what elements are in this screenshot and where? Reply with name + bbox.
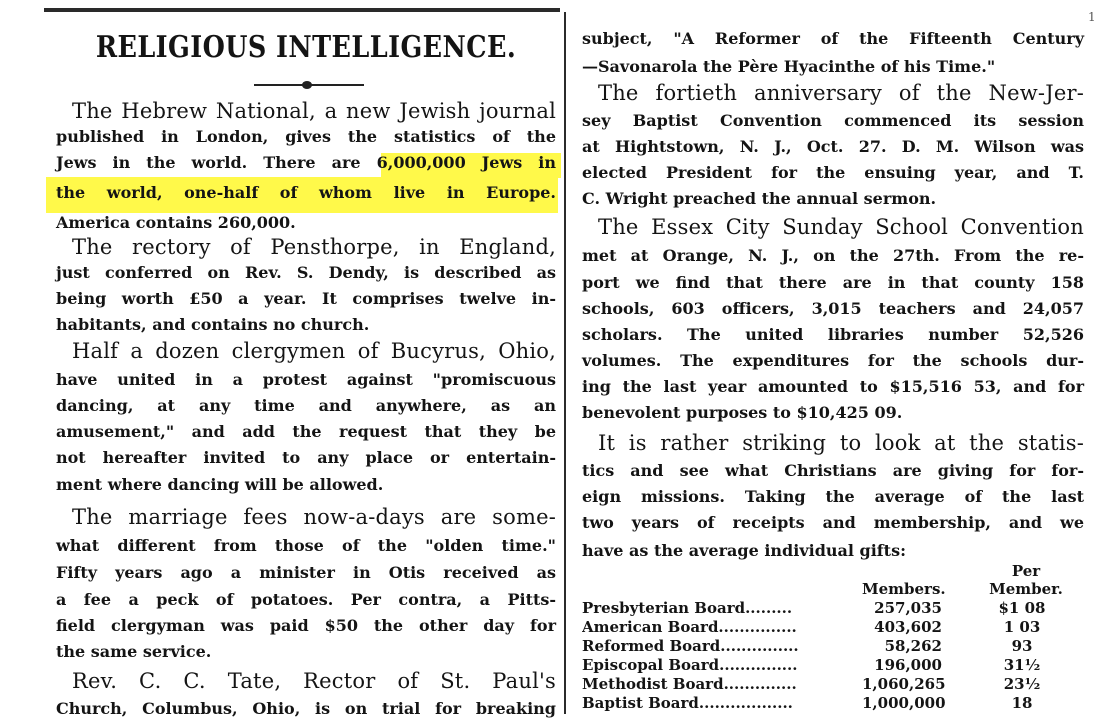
article-line: Jews in the world. There are 6,000,000 Jews in [56,153,556,172]
article-line: The fortieth anniversary of the New-Jer- [598,81,1084,105]
board-per-member: 18 [1011,694,1033,712]
article-line: Church, Columbus, Ohio, is on trial for breaking [56,699,556,718]
board-members: 257,035 [874,599,942,617]
article-line: the same service. [56,642,212,661]
board-members: 403,602 [874,618,942,636]
board-per-member: 93 [1011,637,1033,655]
board-name: American Board............... [582,618,797,636]
article-line: port we find that there are in that county 158 [582,273,1084,292]
article-line: schools, 603 officers, 3,015 teachers and 24,057 [582,299,1084,318]
board-members: 1,000,000 [862,694,946,712]
article-line: what different from those of the "olden time." [56,536,556,555]
board-members: 1,060,265 [862,675,946,693]
article-line: C. Wright preached the annual sermon. [582,189,937,208]
article-line: being worth £50 a year. It comprises twelve in- [56,289,556,308]
article-line: The marriage fees now-a-days are some- [72,505,556,529]
table-header-members: Members. [862,580,946,598]
board-per-member: 31½ [1003,656,1041,674]
board-name: Presbyterian Board......... [582,599,793,617]
article-line: dancing, at any time and anywhere, as an [56,396,556,415]
table-row [582,674,1084,694]
article-line: The Essex City Sunday School Convention [598,215,1084,239]
article-line: the world, one-half of whom live in Europe. [56,183,556,202]
table-row [582,655,1084,675]
table-row [582,693,1084,713]
board-name: Reformed Board............... [582,637,799,655]
article-line: It is rather striking to look at the statis- [598,431,1084,455]
article-line: amusement," and add the request that they be [56,422,556,441]
missions-table [582,560,1084,714]
board-name: Methodist Board.............. [582,675,797,693]
article-line: field clergyman was paid $50 the other day for [56,616,556,635]
article-line: Rev. C. C. Tate, Rector of St. Paul's [72,669,556,693]
article-line: a fee a peck of potatoes. Per contra, a Pitts- [56,590,556,609]
article-line: have as the average individual gifts: [582,541,906,560]
table-header-per-top: Per [1011,562,1041,580]
heading-ornament-rule [254,84,364,86]
article-line: scholars. The united libraries number 52,526 [582,325,1084,344]
board-members: 196,000 [874,656,942,674]
article-line: published in London, gives the statistics of the [56,127,556,146]
table-row [582,598,1084,618]
article-line: habitants, and contains no church. [56,315,370,334]
article-line: The Hebrew National, a new Jewish journal [72,99,556,123]
article-line: subject, "A Reformer of the Fifteenth Century [582,29,1084,48]
article-line: tics and see what Christians are giving for for- [582,461,1084,480]
table-row [582,636,1084,656]
board-per-member: 23½ [1003,675,1041,693]
article-line: volumes. The expenditures for the schools dur- [582,351,1084,370]
column-divider [564,12,566,714]
article-line: just conferred on Rev. S. Dendy, is described as [56,263,556,282]
section-heading: RELIGIOUS INTELLIGENCE. [95,30,517,65]
article-line: two years of receipts and membership, and we [582,513,1084,532]
article-line: elected President for the ensuing year, and T. [582,163,1084,182]
table-row [582,617,1084,637]
table-header-per-member: Member. [989,580,1063,598]
article-line: —Savonarola the Père Hyacinthe of his Time." [582,57,996,76]
corner-mark: 1 [1088,10,1096,24]
article-line: benevolent purposes to $10,425 09. [582,403,903,422]
article-line: met at Orange, N. J., on the 27th. From the re- [582,246,1084,265]
article-line: not hereafter invited to any place or entertain- [56,448,556,467]
article-line: Half a dozen clergymen of Bucyrus, Ohio, [72,339,556,363]
article-line: ment where dancing will be allowed. [56,475,384,494]
article-line: sey Baptist Convention commenced its session [582,111,1084,130]
article-line: eign missions. Taking the average of the last [582,487,1084,506]
top-border-rule [44,8,560,12]
article-line: have united in a protest against "promiscuous [56,370,556,389]
article-line: Fifty years ago a minister in Otis received as [56,563,556,582]
article-line: The rectory of Pensthorpe, in England, [72,235,556,259]
article-line: ing the last year amounted to $15,516 53, and for [582,377,1084,396]
article-line: at Hightstown, N. J., Oct. 27. D. M. Wilson was [582,137,1084,156]
board-name: Baptist Board.................. [582,694,793,712]
article-line: America contains 260,000. [56,213,296,232]
board-per-member: 1 03 [1003,618,1041,636]
board-per-member: $1 08 [998,599,1046,617]
board-name: Episcopal Board............... [582,656,798,674]
board-members: 58,262 [884,637,942,655]
